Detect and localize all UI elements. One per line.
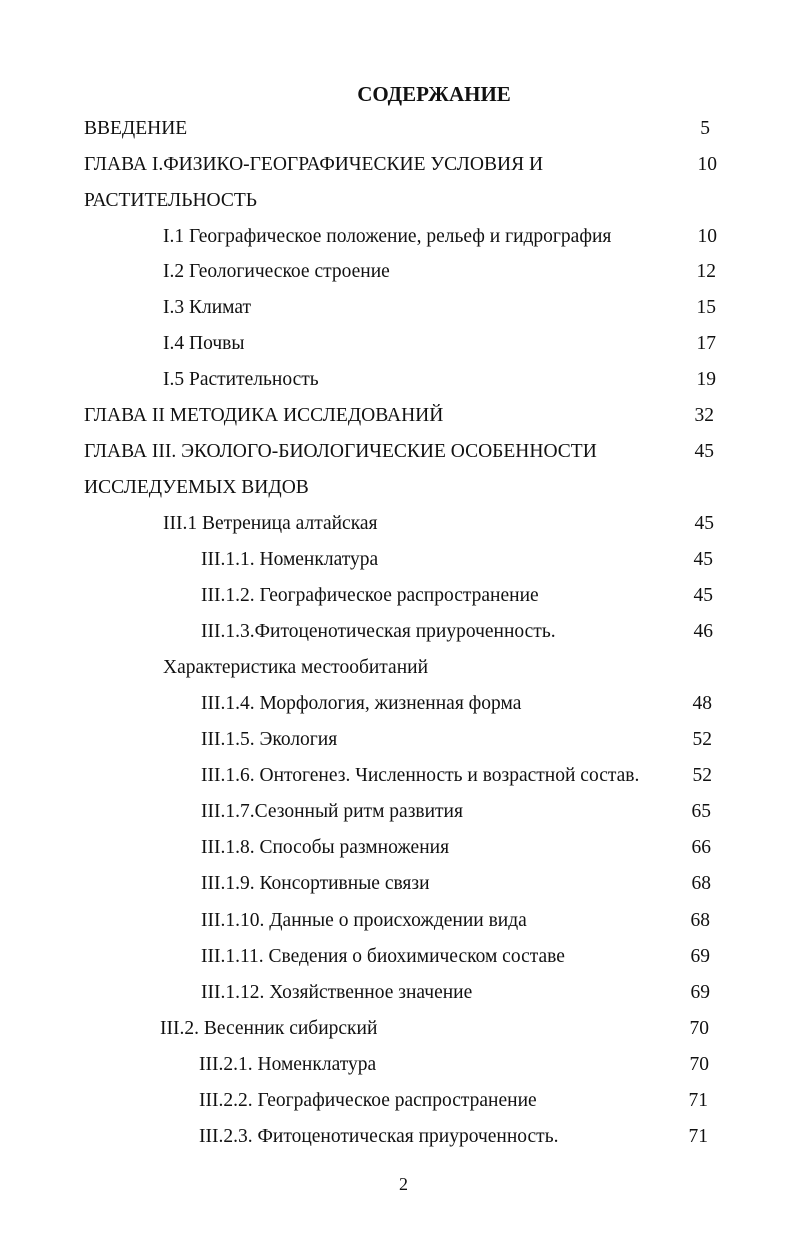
- toc-entry-page: 68: [691, 873, 711, 894]
- toc-entry: [0, 365, 793, 395]
- toc-entry-title: III.2. Весенник сибирский: [160, 1018, 378, 1039]
- toc-entry: [0, 1014, 790, 1044]
- toc-entry-title: III.2.3. Фитоценотическая приуроченность.: [199, 1126, 559, 1147]
- toc-entry-page: 17: [696, 333, 716, 354]
- toc-entry-title: III.1.1. Номенклатура: [201, 549, 379, 570]
- toc-entry-title: I.5 Растительность: [163, 369, 319, 390]
- toc-entry-title: ИССЛЕДУЕМЫХ ВИДОВ: [84, 477, 309, 498]
- toc-entry-page: 69: [690, 982, 710, 1003]
- toc-entry-title: РАСТИТЕЛЬНОСТЬ: [84, 190, 257, 211]
- toc-entry-title: ГЛАВА III. ЭКОЛОГО-БИОЛОГИЧЕСКИЕ ОСОБЕННОСТИ: [84, 441, 597, 462]
- page-number: 2: [399, 1174, 408, 1194]
- toc-entry: [0, 833, 793, 863]
- toc-entry-page: 32: [694, 405, 714, 426]
- toc-entry-title: III.1.4. Морфология, жизненная форма: [201, 693, 522, 714]
- toc-entry-title: ГЛАВА II МЕТОДИКА ИССЛЕДОВАНИЙ: [84, 405, 444, 426]
- toc-entry: [0, 545, 793, 575]
- toc-entry: [0, 869, 793, 899]
- toc-entry: [0, 329, 793, 359]
- toc-entry-title: III.1.8. Способы размножения: [201, 837, 450, 858]
- toc-entry: [0, 437, 793, 467]
- toc-entry-title: III.1.12. Хозяйственное значение: [201, 982, 473, 1003]
- toc-entry-page: 66: [691, 837, 711, 858]
- toc-entry: [0, 401, 793, 431]
- toc-entry-page: 68: [690, 910, 710, 931]
- toc-entry: [0, 114, 793, 144]
- toc-entry-page: 71: [688, 1090, 708, 1111]
- toc-entry: [0, 473, 793, 503]
- toc-entry-title: I.4 Почвы: [163, 333, 245, 354]
- toc-entry: [0, 1086, 791, 1116]
- toc-entry: [0, 761, 793, 791]
- toc-entry-title: III.2.1. Номенклатура: [199, 1054, 377, 1075]
- toc-entry-page: 70: [689, 1018, 709, 1039]
- toc-entry-title: I.1 Географическое положение, рельеф и гидрография: [163, 226, 612, 247]
- toc-entry: [0, 942, 793, 972]
- toc-entry-title: III.1.2. Географическое распространение: [201, 585, 539, 606]
- toc-entry-page: 52: [692, 729, 712, 750]
- toc-entry-title: III.1.10. Данные о происхождении вида: [201, 910, 527, 931]
- toc-entry-page: 71: [688, 1126, 708, 1147]
- toc-entry-page: 52: [692, 765, 712, 786]
- toc-entry-page: 46: [693, 621, 713, 642]
- toc-entry-page: 70: [689, 1054, 709, 1075]
- toc-entry-title: III.1.5. Экология: [201, 729, 338, 750]
- toc-entry-title: III.1.7.Сезонный ритм развития: [201, 801, 463, 822]
- toc-entry-title: I.2 Геологическое строение: [163, 261, 390, 282]
- toc-entry: [0, 581, 793, 611]
- toc-entry-page: 15: [696, 297, 716, 318]
- toc-entry-title: III.1 Ветреница алтайская: [163, 513, 378, 534]
- toc-entry: [0, 293, 793, 323]
- toc-entry: [0, 150, 793, 180]
- toc-entry-title: ГЛАВА I.ФИЗИКО-ГЕОГРАФИЧЕСКИЕ УСЛОВИЯ И: [84, 154, 544, 175]
- page-title: СОДЕРЖАНИЕ: [357, 82, 511, 106]
- toc-entry-title: III.1.6. Онтогенез. Численность и возрастной состав.: [201, 765, 640, 786]
- toc-entry-page: 69: [690, 946, 710, 967]
- toc-entry-page: 48: [692, 693, 712, 714]
- toc-entry-title: III.2.2. Географическое распространение: [199, 1090, 537, 1111]
- toc-entry-title: III.1.3.Фитоценотическая приуроченность.: [201, 621, 556, 642]
- toc-entry: [0, 797, 793, 827]
- toc-entry-page: 12: [696, 261, 716, 282]
- toc-entry-title: I.3 Климат: [163, 297, 252, 318]
- toc-entry: [0, 978, 793, 1008]
- toc-entry: [0, 653, 793, 683]
- toc-entry: [0, 257, 793, 287]
- toc-entry-title: ВВЕДЕНИЕ: [84, 118, 188, 139]
- toc-entry-page: 45: [693, 549, 713, 570]
- toc-entry-page: 45: [693, 585, 713, 606]
- toc-entry-page: 65: [691, 801, 711, 822]
- toc-entry-page: 45: [694, 513, 714, 534]
- toc-entry-page: 19: [696, 369, 716, 390]
- toc-entry: [0, 222, 793, 252]
- toc-entry: [0, 725, 793, 755]
- toc-entry-page: 5: [700, 118, 710, 139]
- toc-entry: [0, 1122, 791, 1152]
- toc-entry: [0, 1050, 791, 1080]
- toc-entry-title: III.1.9. Консортивные связи: [201, 873, 430, 894]
- toc-entry-page: 10: [697, 154, 717, 175]
- toc-entry: [0, 906, 793, 936]
- toc-entry: [0, 509, 793, 539]
- toc-entry: [0, 617, 793, 647]
- toc-entry-title: Характеристика местообитаний: [163, 657, 429, 678]
- toc-entry: [0, 186, 793, 216]
- toc-entry-page: 10: [697, 226, 717, 247]
- toc-entry-title: III.1.11. Сведения о биохимическом составе: [201, 946, 565, 967]
- toc-entry: [0, 689, 793, 719]
- toc-entry-page: 45: [694, 441, 714, 462]
